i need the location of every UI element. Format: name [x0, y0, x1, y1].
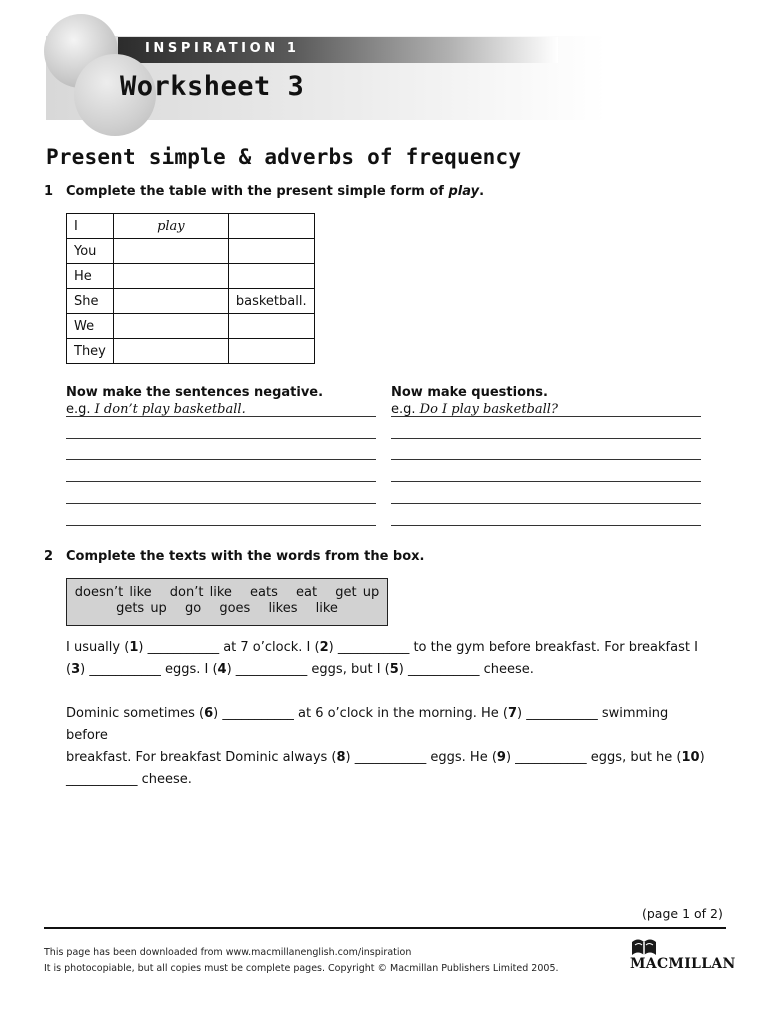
answer-line[interactable] [66, 438, 376, 439]
footer-divider [44, 927, 726, 929]
negative-heading: Now make the sentences negative. [66, 385, 324, 400]
example-answer: Do I play basketball? [419, 402, 558, 417]
word-item: don’t like [169, 585, 232, 600]
word-box [66, 578, 388, 626]
example-label: e.g. [391, 402, 416, 417]
gap-number: 4 [217, 662, 227, 677]
text-fragment[interactable]: ) ___________ eggs, but I ( [226, 662, 390, 677]
footer-line: This page has been downloaded from www.macmillanenglish.com/inspiration [44, 947, 412, 958]
answer-line[interactable] [66, 481, 376, 482]
text-fragment[interactable]: ) ___________ swimming before [66, 706, 669, 743]
gap-number: 8 [336, 750, 346, 765]
question-number: 1 [44, 184, 54, 199]
object-cell[interactable] [228, 264, 314, 289]
answer-line[interactable] [391, 481, 701, 482]
verb-cell[interactable] [113, 289, 228, 314]
verb-cell[interactable]: play [113, 214, 228, 239]
answer-line[interactable] [66, 459, 376, 460]
gap-fill-text-2 [66, 703, 706, 791]
gap-number: 6 [204, 706, 214, 721]
object-cell[interactable] [228, 214, 314, 239]
gap-number: 9 [496, 750, 506, 765]
answer-line[interactable] [391, 438, 701, 439]
answer-line[interactable] [391, 459, 701, 460]
text-fragment: ( [66, 662, 72, 677]
table-row [67, 239, 315, 264]
conjugation-table [66, 213, 315, 364]
pronoun-cell: I [67, 214, 114, 239]
page-number: (page 1 of 2) [642, 906, 723, 921]
footer-line: It is photocopiable, but all copies must be complete pages. Copyright © Macmillan Publishers Limited 2005. [44, 963, 559, 974]
gap-number: 10 [681, 750, 700, 765]
gap-number: 2 [319, 640, 329, 655]
text-fragment: ) [699, 750, 705, 765]
word-item: get up [335, 585, 380, 600]
pronoun-cell: We [67, 314, 114, 339]
text-fragment[interactable]: ) ___________ to the gym before breakfast. For breakfast I [328, 640, 698, 655]
text-fragment: I usually ( [66, 640, 130, 655]
table-row [67, 339, 315, 364]
gap-number: 3 [71, 662, 81, 677]
word-item: doesn’t like [74, 585, 152, 600]
text-line [66, 637, 706, 659]
pronoun-cell: He [67, 264, 114, 289]
verb-cell[interactable] [113, 314, 228, 339]
word-item: eat [296, 585, 318, 600]
word-box-row [67, 601, 387, 616]
text-line [66, 659, 706, 681]
instruction-text: Complete the table with the present simple form of [66, 184, 449, 199]
text-line [66, 769, 706, 791]
object-cell[interactable] [228, 339, 314, 364]
text-fragment[interactable]: ) ___________ at 7 o’clock. I ( [138, 640, 320, 655]
text-fragment[interactable]: ) ___________ at 6 o’clock in the morning. He ( [213, 706, 508, 721]
instruction-end: . [479, 184, 485, 199]
verb-cell[interactable] [113, 239, 228, 264]
worksheet-title: Worksheet 3 [120, 71, 305, 102]
answer-line[interactable] [66, 416, 376, 417]
example-label: e.g. [66, 402, 91, 417]
table-row [67, 264, 315, 289]
word-item: like [315, 601, 338, 616]
page-title: Present simple & adverbs of frequency [46, 145, 522, 169]
answer-line[interactable] [66, 525, 376, 526]
text-fragment: Dominic sometimes ( [66, 706, 205, 721]
pronoun-cell: They [67, 339, 114, 364]
object-cell: basketball. [228, 289, 314, 314]
table-row [67, 214, 315, 239]
series-name: INSPIRATION 1 [145, 41, 300, 56]
question-number: 2 [44, 549, 54, 564]
table-row [67, 314, 315, 339]
word-item: gets up [116, 601, 167, 616]
instruction-verb: play [448, 184, 480, 199]
answer-line[interactable] [66, 503, 376, 504]
text-fragment[interactable]: ) ___________ eggs, but he ( [505, 750, 682, 765]
word-box-row [67, 585, 387, 600]
text-line [66, 703, 706, 747]
negative-example [66, 402, 246, 417]
text-fragment[interactable]: ) ___________ eggs. He ( [345, 750, 497, 765]
word-item: goes [219, 601, 251, 616]
gap-fill-text-1 [66, 637, 706, 681]
gap-number: 5 [389, 662, 399, 677]
object-cell[interactable] [228, 314, 314, 339]
word-item: go [184, 601, 202, 616]
word-item: eats [250, 585, 278, 600]
questions-example [391, 402, 558, 417]
gap-number: 7 [507, 706, 518, 721]
text-line [66, 747, 706, 769]
answer-line[interactable] [391, 503, 701, 504]
pronoun-cell: You [67, 239, 114, 264]
text-fragment[interactable]: ___________ cheese. [66, 772, 192, 787]
answer-line[interactable] [391, 416, 701, 417]
verb-cell[interactable] [113, 264, 228, 289]
object-cell[interactable] [228, 239, 314, 264]
verb-cell[interactable] [113, 339, 228, 364]
questions-heading: Now make questions. [391, 385, 548, 400]
example-answer: I don’t play basketball. [94, 402, 246, 417]
text-fragment[interactable]: ) ___________ eggs. I ( [80, 662, 218, 677]
word-item: likes [268, 601, 298, 616]
text-fragment[interactable]: ) ___________ cheese. [398, 662, 534, 677]
answer-line[interactable] [391, 525, 701, 526]
gap-number: 1 [129, 640, 139, 655]
publisher-logo-text: MACMILLAN [630, 956, 736, 972]
pronoun-cell: She [67, 289, 114, 314]
table-row [67, 289, 315, 314]
question-instruction: Complete the texts with the words from the box. [66, 549, 425, 564]
question-instruction [66, 184, 484, 199]
text-fragment: breakfast. For breakfast Dominic always ( [66, 750, 337, 765]
